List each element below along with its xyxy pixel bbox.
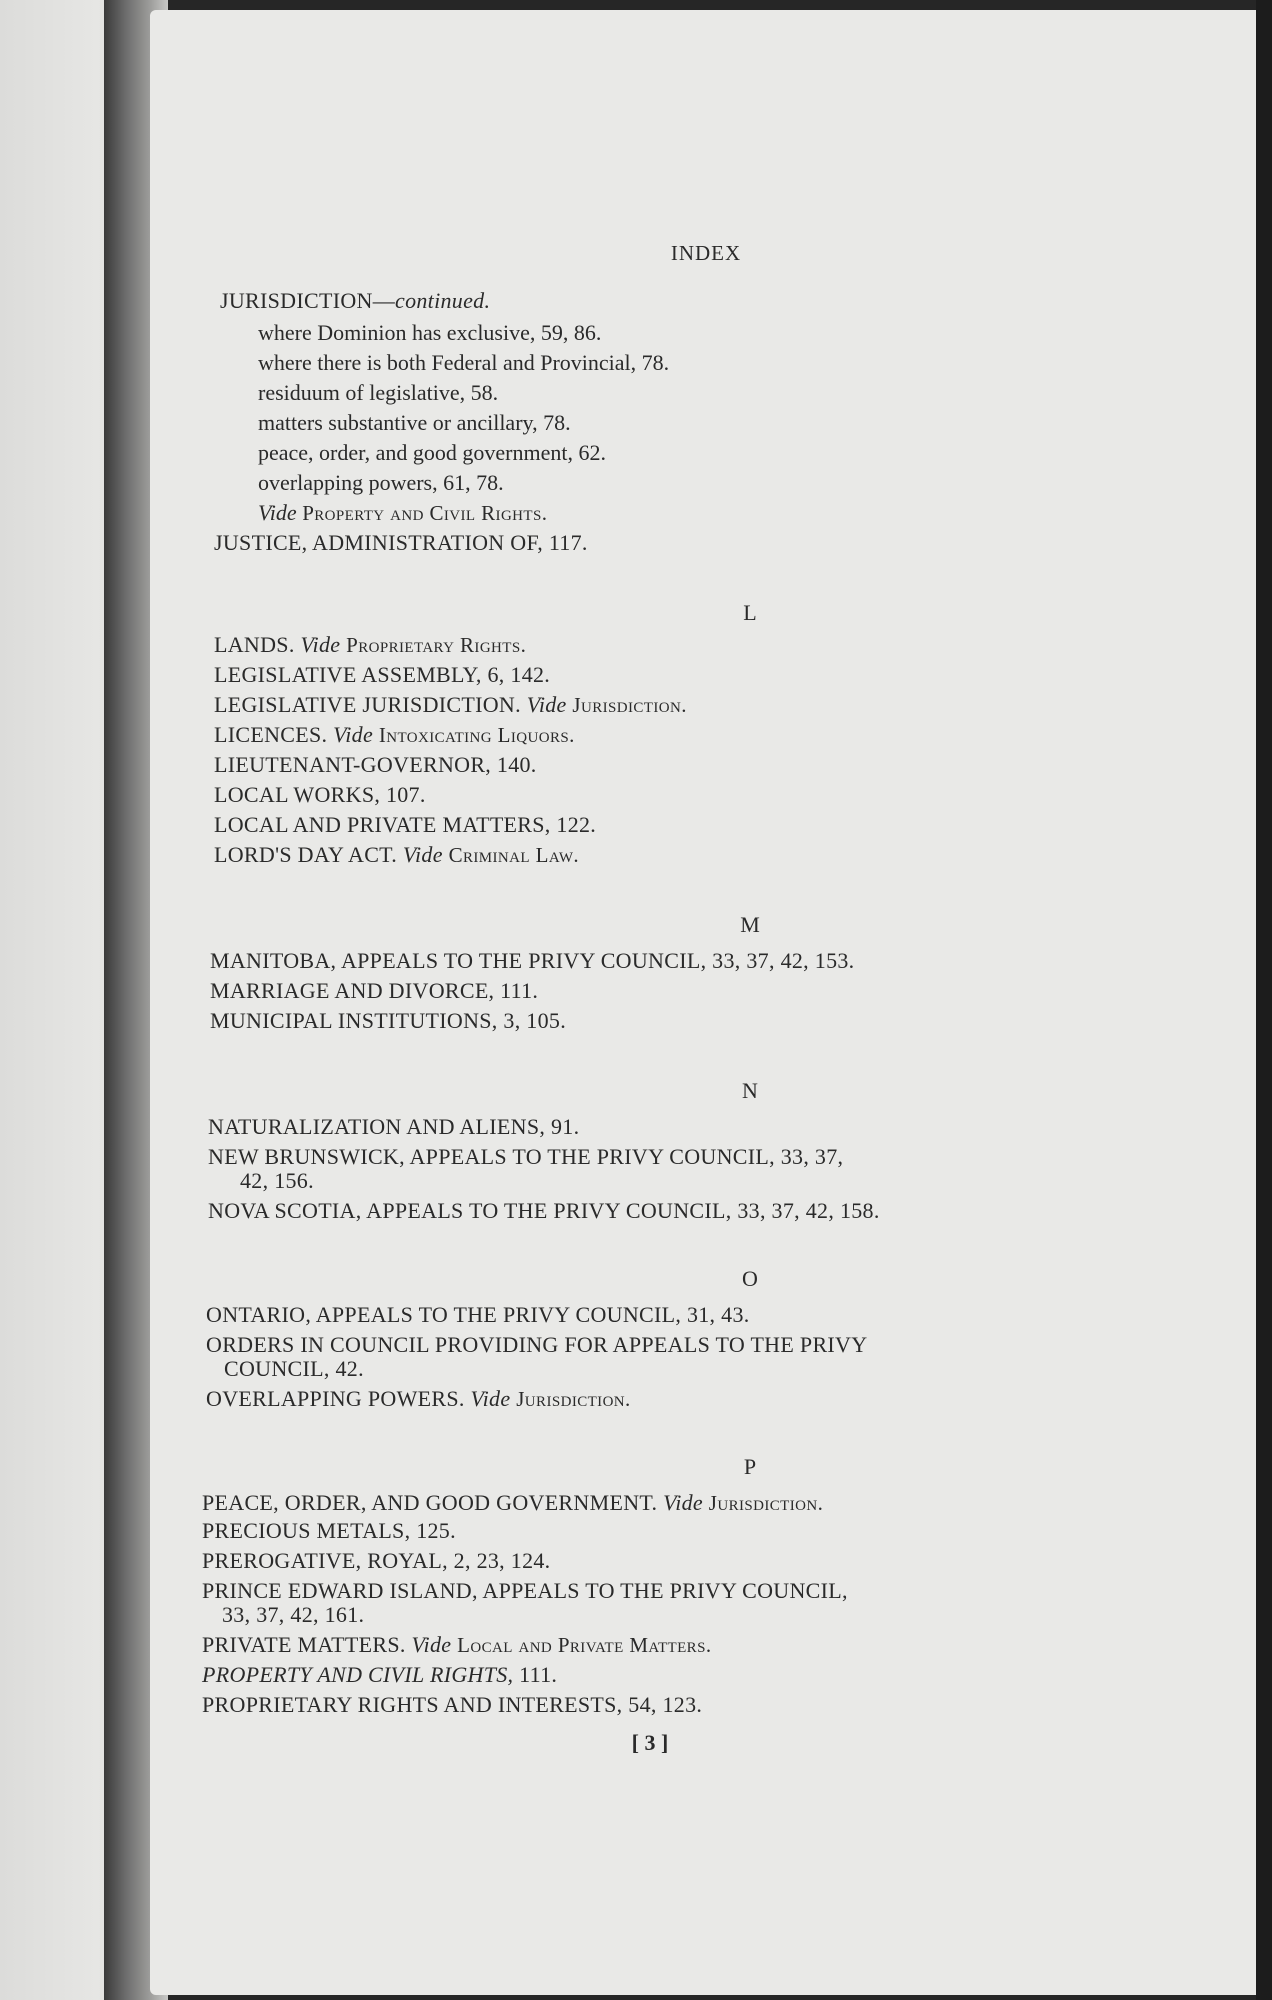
index-entry: ORDERS IN COUNCIL PROVIDING FOR APPEALS TO THE PRIVY <box>206 1332 868 1357</box>
index-entry <box>214 692 687 718</box>
index-entry <box>206 1386 631 1412</box>
entry-text: LICENCES. <box>214 722 334 747</box>
entry-text: OVERLAPPING POWERS. <box>206 1386 471 1411</box>
index-entry <box>220 288 490 314</box>
index-entry: LOCAL WORKS, 107. <box>214 782 426 807</box>
index-subentry: overlapping powers, 61, 78. <box>258 470 504 495</box>
entry-text: LORD'S DAY ACT. <box>214 842 403 867</box>
index-entry: PREROGATIVE, ROYAL, 2, 23, 124. <box>202 1548 551 1573</box>
entry-text: 111. <box>513 1662 558 1687</box>
entry-crossref: Local and Private Matters. <box>457 1633 712 1657</box>
index-entry <box>202 1632 711 1658</box>
entry-crossref: Jurisdiction. <box>572 693 687 717</box>
index-subentry: where Dominion has exclusive, 59, 86. <box>258 320 602 345</box>
index-subentry: where there is both Federal and Provincial, 78. <box>258 350 670 375</box>
index-entry: PRINCE EDWARD ISLAND, APPEALS TO THE PRIVY COUNCIL, <box>202 1578 848 1603</box>
section-letter: O <box>742 1266 758 1291</box>
entry-text: PRIVATE MATTERS. <box>202 1632 412 1657</box>
entry-italic: PROPERTY AND CIVIL RIGHTS, <box>202 1662 514 1687</box>
entry-text: JURISDICTION— <box>220 288 396 313</box>
index-subentry: residuum of legislative, 58. <box>258 380 499 405</box>
index-entry-continuation: 42, 156. <box>240 1168 314 1193</box>
entry-crossref: Criminal Law. <box>448 843 580 867</box>
index-entry <box>214 842 579 868</box>
entry-crossref: Property and Civil Rights. <box>302 501 548 525</box>
index-entry: LIEUTENANT-GOVERNOR, 140. <box>214 752 537 777</box>
entry-crossref: Intoxicating Liquors. <box>378 723 575 747</box>
section-letter: N <box>742 1078 758 1103</box>
section-letter: M <box>740 912 760 937</box>
entry-italic: continued. <box>395 288 491 313</box>
entry-crossref: Proprietary Rights. <box>346 633 527 657</box>
index-entry: LEGISLATIVE ASSEMBLY, 6, 142. <box>214 662 551 687</box>
entry-italic: Vide <box>258 500 297 525</box>
index-entry <box>202 1662 557 1688</box>
right-page <box>150 10 1262 1995</box>
index-entry: MANITOBA, APPEALS TO THE PRIVY COUNCIL, 33, 37, 42, 153. <box>210 948 855 973</box>
index-entry: ONTARIO, APPEALS TO THE PRIVY COUNCIL, 31, 43. <box>206 1302 750 1327</box>
page-title: INDEX <box>670 241 742 265</box>
entry-text: PEACE, ORDER, AND GOOD GOVERNMENT. <box>202 1490 664 1515</box>
index-entry: NOVA SCOTIA, APPEALS TO THE PRIVY COUNCIL, 33, 37, 42, 158. <box>208 1198 880 1223</box>
entry-italic: Vide <box>300 632 341 657</box>
entry-italic: Vide <box>470 1386 511 1411</box>
section-letter: P <box>743 1454 757 1479</box>
section-letter: L <box>743 600 757 625</box>
index-entry: NEW BRUNSWICK, APPEALS TO THE PRIVY COUNCIL, 33, 37, <box>208 1144 844 1169</box>
entry-text: LANDS. <box>214 632 301 657</box>
entry-italic: Vide <box>411 1632 452 1657</box>
entry-crossref: Jurisdiction. <box>708 1491 824 1515</box>
index-entry: NATURALIZATION AND ALIENS, 91. <box>208 1114 580 1139</box>
index-entry-continuation: COUNCIL, 42. <box>224 1356 364 1381</box>
index-entry <box>202 1490 823 1516</box>
entry-italic: Vide <box>402 842 443 867</box>
entry-italic: Vide <box>663 1490 703 1515</box>
index-entry: LOCAL AND PRIVATE MATTERS, 122. <box>214 812 597 837</box>
index-entry <box>214 722 575 748</box>
index-content <box>150 10 1262 1995</box>
index-entry: JUSTICE, ADMINISTRATION OF, 117. <box>214 530 588 555</box>
page-edge-shadow <box>1256 0 1272 2000</box>
entry-italic: Vide <box>333 722 374 747</box>
page-number: [ 3 ] <box>631 1730 669 1755</box>
index-entry-continuation: 33, 37, 42, 161. <box>222 1602 365 1627</box>
index-subentry <box>258 500 547 526</box>
index-entry <box>214 632 526 658</box>
index-subentry: peace, order, and good government, 62. <box>258 440 606 465</box>
entry-text: LEGISLATIVE JURISDICTION. <box>214 692 527 717</box>
index-entry: PROPRIETARY RIGHTS AND INTERESTS, 54, 123. <box>202 1692 703 1717</box>
entry-crossref: Jurisdiction. <box>516 1387 631 1411</box>
index-subentry: matters substantive or ancillary, 78. <box>258 410 571 435</box>
entry-italic: Vide <box>526 692 567 717</box>
index-entry: MARRIAGE AND DIVORCE, 111. <box>210 978 539 1003</box>
index-entry: PRECIOUS METALS, 125. <box>202 1518 456 1543</box>
index-entry: MUNICIPAL INSTITUTIONS, 3, 105. <box>210 1008 567 1033</box>
